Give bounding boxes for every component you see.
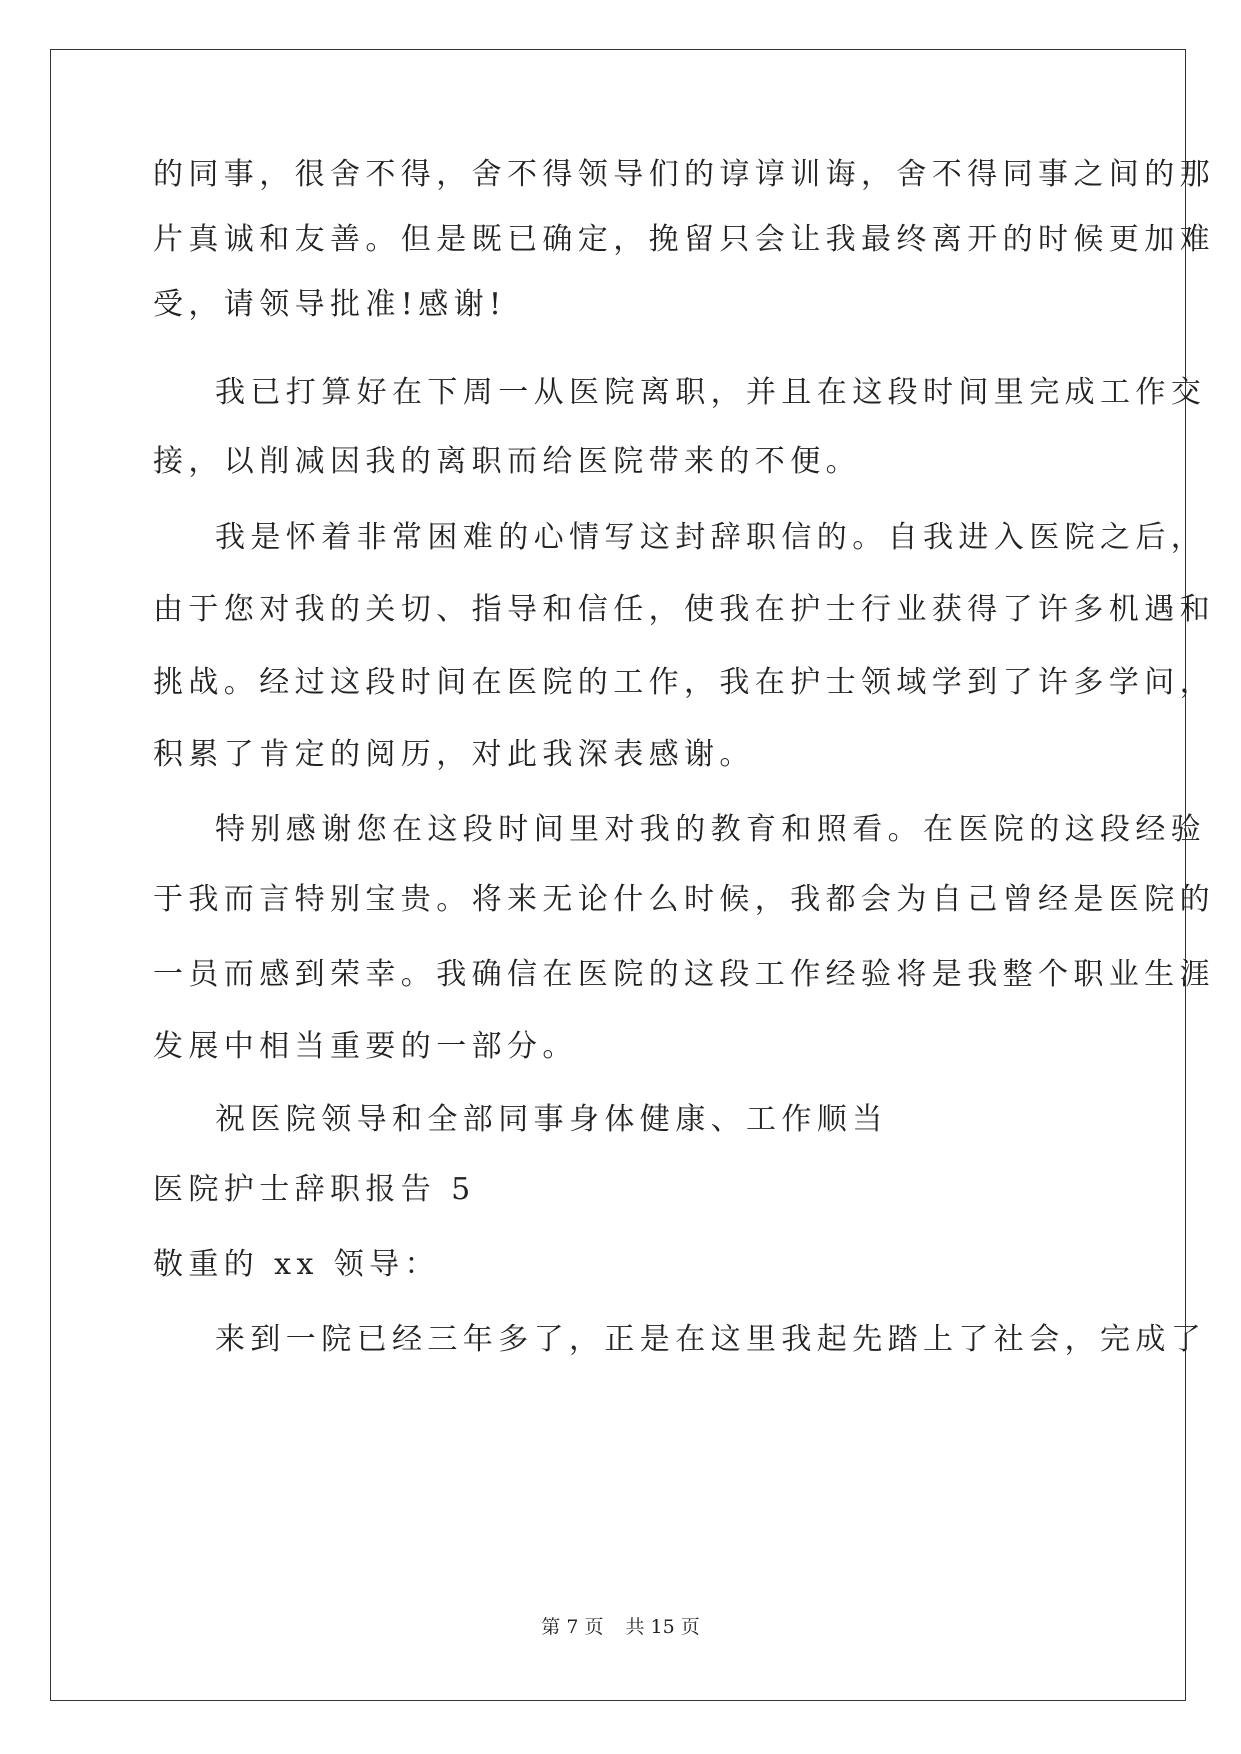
body-line: 特别感谢您在这段时间里对我的教育和照看。在医院的这段经验 bbox=[215, 812, 1207, 847]
body-line: 积累了肯定的阅历，对此我深表感谢。 bbox=[153, 737, 755, 772]
section-heading: 医院护士辞职报告 5 bbox=[153, 1172, 476, 1207]
page-total: 共 15 页 bbox=[625, 1616, 700, 1638]
body-line: 由于您对我的关切、指导和信任，使我在护士行业获得了许多机遇和 bbox=[153, 592, 1215, 627]
body-line: 受，请领导批准!感谢! bbox=[153, 287, 507, 322]
body-line: 的同事，很舍不得，舍不得领导们的谆谆训诲，舍不得同事之间的那 bbox=[153, 157, 1215, 192]
body-line: 祝医院领导和全部同事身体健康、工作顺当 bbox=[215, 1102, 888, 1137]
page-number: 第 7 页 bbox=[541, 1616, 604, 1638]
body-line: 来到一院已经三年多了，正是在这里我起先踏上了社会，完成了 bbox=[215, 1322, 1207, 1357]
body-line: 接，以削减因我的离职而给医院带来的不便。 bbox=[153, 444, 861, 479]
body-line: 我是怀着非常困难的心情写这封辞职信的。自我进入医院之后， bbox=[215, 520, 1207, 555]
body-line: 片真诚和友善。但是既已确定，挽留只会让我最终离开的时候更加难 bbox=[153, 222, 1215, 257]
body-line: 发展中相当重要的一部分。 bbox=[153, 1029, 578, 1064]
body-line: 于我而言特别宝贵。将来无论什么时候，我都会为自己曾经是医院的 bbox=[153, 882, 1215, 917]
body-line: 我已打算好在下周一从医院离职，并且在这段时间里完成工作交 bbox=[215, 375, 1207, 410]
salutation: 敬重的 xx 领导： bbox=[153, 1247, 440, 1282]
body-line: 挑战。经过这段时间在医院的工作，我在护士领域学到了许多学问， bbox=[153, 665, 1215, 700]
body-line: 一员而感到荣幸。我确信在医院的这段工作经验将是我整个职业生涯 bbox=[153, 957, 1215, 992]
page-footer bbox=[0, 1615, 1241, 1639]
